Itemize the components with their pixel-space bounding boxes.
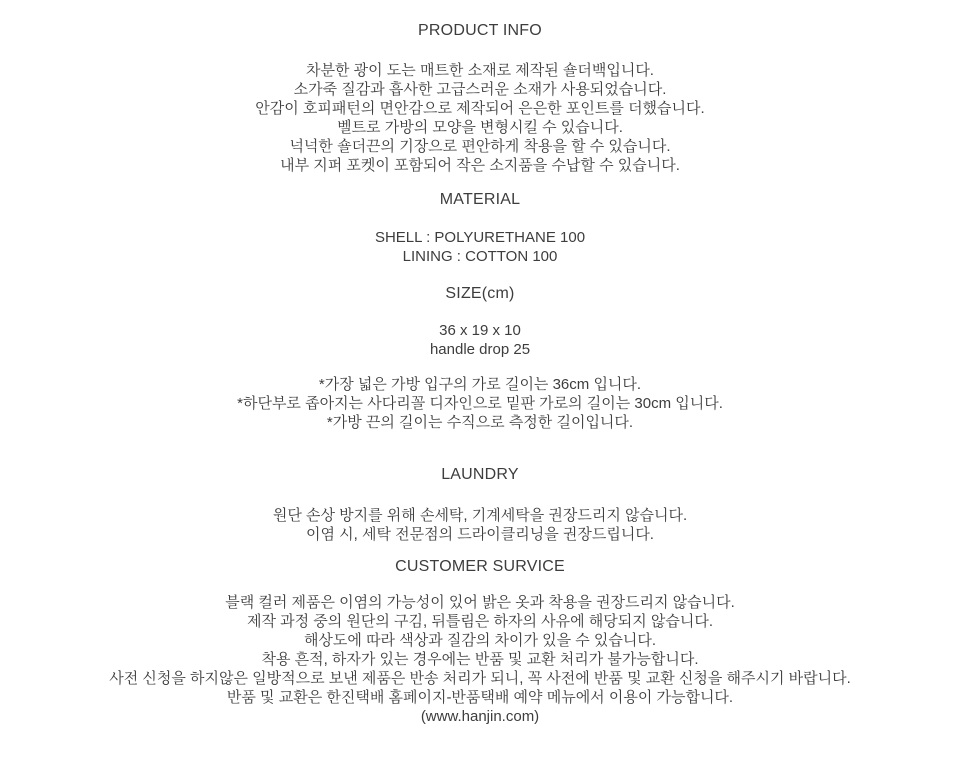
size-notes: [0, 375, 960, 432]
customer-service-line: 블랙 컬러 제품은 이염의 가능성이 있어 밝은 옷과 착용을 권장드리지 않습니다.: [225, 594, 735, 611]
customer-service-line: 반품 및 교환은 한진택배 홈페이지-반품택배 예약 메뉴에서 이용이 가능합니다.: [226, 689, 734, 706]
size-dimensions-line: 36 x 19 x 10: [439, 322, 521, 339]
customer-service-line: 해상도에 따라 색상과 질감의 차이가 있을 수 있습니다.: [303, 632, 657, 649]
laundry-paragraph: [0, 506, 960, 544]
material-shell-line: SHELL : POLYURETHANE 100: [374, 229, 586, 246]
customer-service-line: 사전 신청을 하지않은 일방적으로 보낸 제품은 반송 처리가 되니, 꼭 사전에 반품 및 교환 신청을 해주시기 바랍니다.: [109, 670, 851, 687]
size-note-line: *하단부로 좁아지는 사다리꼴 디자인으로 밑판 가로의 길이는 30cm 입니다.: [237, 395, 723, 412]
material-heading: MATERIAL: [439, 191, 521, 208]
product-info-line: 벨트로 가방의 모양을 변형시킬 수 있습니다.: [337, 119, 623, 136]
laundry-heading: LAUNDRY: [441, 466, 519, 483]
customer-service-paragraph: [0, 593, 960, 726]
section-customer-service: [0, 557, 960, 726]
product-info-heading: PRODUCT INFO: [418, 22, 542, 39]
size-dimensions: [0, 321, 960, 359]
product-info-line: 소가죽 질감과 흡사한 고급스러운 소재가 사용되었습니다.: [293, 81, 667, 98]
section-laundry: [0, 465, 960, 544]
product-info-line: 내부 지퍼 포켓이 포함되어 작은 소지품을 수납할 수 있습니다.: [280, 157, 680, 174]
customer-service-line: 착용 흔적, 하자가 있는 경우에는 반품 및 교환 처리가 불가능합니다.: [261, 651, 699, 668]
product-info-paragraph: [0, 61, 960, 175]
product-info-line: 차분한 광이 도는 매트한 소재로 제작된 숄더백입니다.: [306, 62, 654, 79]
customer-service-heading: CUSTOMER SURVICE: [395, 558, 565, 575]
laundry-line: 이염 시, 세탁 전문점의 드라이클리닝을 권장드립니다.: [306, 526, 654, 543]
material-paragraph: [0, 228, 960, 266]
size-heading: SIZE(cm): [445, 285, 515, 302]
product-info-line: 넉넉한 숄더끈의 기장으로 편안하게 착용을 할 수 있습니다.: [289, 138, 671, 155]
size-handle-drop-line: handle drop 25: [429, 341, 531, 358]
customer-service-line: 제작 과정 중의 원단의 구김, 뒤틀림은 하자의 사유에 해당되지 않습니다.: [246, 613, 714, 630]
section-material: [0, 190, 960, 266]
material-lining-line: LINING : COTTON 100: [402, 248, 558, 265]
product-info-line: 안감이 호피패턴의 면안감으로 제작되어 은은한 포인트를 더했습니다.: [255, 100, 705, 117]
size-note-line: *가방 끈의 길이는 수직으로 측정한 길이입니다.: [326, 414, 634, 431]
section-size: [0, 284, 960, 432]
size-note-line: *가장 넓은 가방 입구의 가로 길이는 36cm 입니다.: [318, 376, 642, 393]
courier-website-text: (www.hanjin.com): [420, 708, 540, 725]
laundry-line: 원단 손상 방지를 위해 손세탁, 기계세탁을 권장드리지 않습니다.: [272, 507, 688, 524]
section-product-info: [0, 21, 960, 175]
